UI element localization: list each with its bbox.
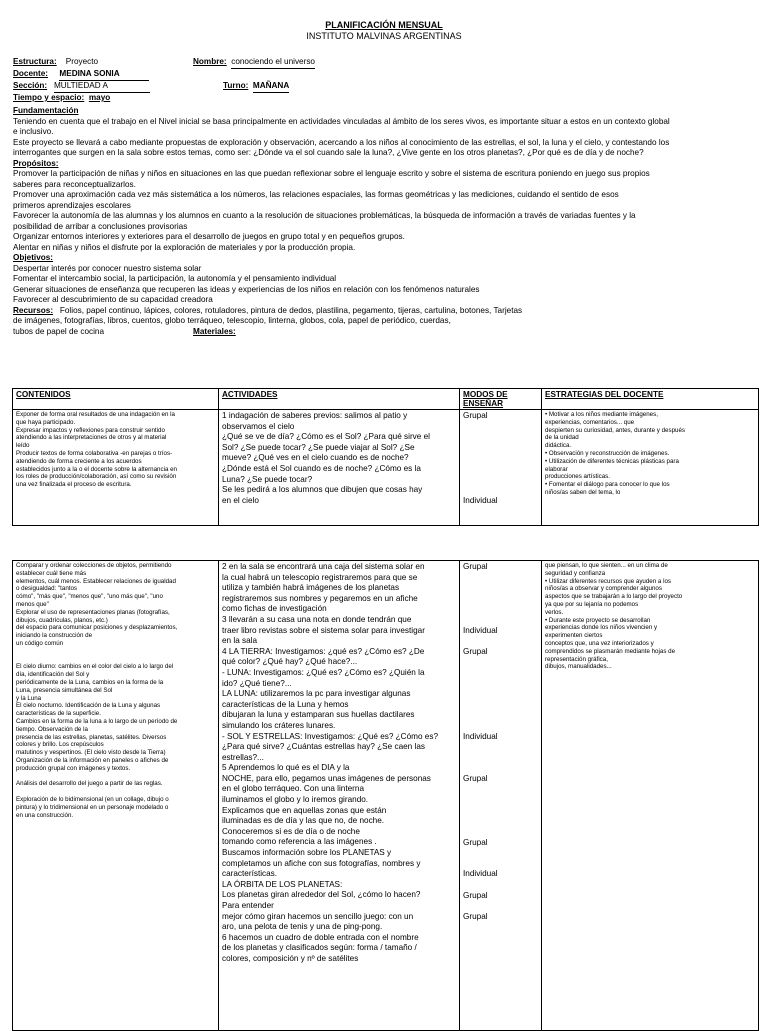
cell-line: utiliza y también habrá imágenes de los planetas [222,583,400,593]
cell-line [16,648,215,656]
cell-line: mejor cómo giran hacemos un sencillo juego: con un [222,911,414,921]
cell-line: Cambios en la forma de la luna a lo largo de un período de [16,717,178,725]
paragraph-line: Este proyecto se llevará a cabo mediante propuestas de exploración y observación, acercando a los niños al conocimiento de las estrellas, el sol, la luna y el cielo, y contestando los [13,137,670,147]
nombre-value: conociendo el universo [231,57,315,69]
tiempo-value: mayo [88,93,111,102]
cell-line: Luna? ¿Se puede tocar? [222,474,313,484]
cell-line: observamos el cielo [222,421,295,431]
materiales-label: Materiales: [193,326,236,336]
cell-line: LA LUNA: utilizaremos la pc para investigar algunas [222,689,411,699]
cell-line: y la Luna [16,694,42,702]
cell-line: ya que por su lejanía no podemos [545,600,639,608]
cell-line: del espacio para comunicar posiciones y desplazamientos, [16,624,178,632]
cell-line: 2 en la sala se encontrará una caja del sistema solar en [222,562,425,571]
recursos-text: tubos de papel de cocina [13,326,105,336]
cell-line: o desigualdad: "tantos [16,585,78,593]
cell-line: de los planetas y clasificados según: forma / tamaño / [222,943,417,953]
institute-name: INSTITUTO MALVINAS ARGENTINAS [306,31,462,41]
cell-line: día, identificación del Sol y [16,671,90,679]
planning-table-1 [12,388,759,526]
cell-line: en la sala [222,636,258,646]
paragraph-line: Favorecer al descubrimiento de su capacidad creadora [13,295,213,304]
cell-line: El cielo diurno: cambios en el color del cielo a lo largo del [16,663,174,671]
cell-line: atendiendo de forma creciente a los acuerdos [16,457,142,465]
cell-line: experiencias, comentarios... que [545,418,635,426]
cell-line: Para entender [222,901,274,910]
modos-cell [460,410,542,526]
estructura-line [13,57,98,68]
cell-line: Los planetas giran alrededor del Sol, ¿cómo lo hacen? [222,890,421,900]
nombre-line [193,57,315,69]
cell-line: características de la superficie. [16,710,101,718]
header-contenidos: CONTENIDOS [13,389,219,410]
paragraph-line: posibilidad de arribar a conclusiones provisorias [13,221,188,231]
cell-line: 4 LA TIERRA: Investigamos: ¿qué es? ¿Cómo es? ¿De [222,646,425,656]
modo-label: Individual [463,731,498,741]
cell-line: Producir textos de forma colaborativa -en parejas o tríos- [16,449,173,457]
cell-line: El cielo nocturno. Identificación de la Luna y algunas [16,702,161,710]
paragraph-line: e inclusivo. [13,127,54,136]
cell-line: • Durante este proyecto se desarrollan [545,616,651,624]
cell-line: Explorar el uso de representaciones planas (fotografías, [16,608,170,616]
cell-line: Análisis del desarrollo del juego a partir de las reglas. [16,780,163,788]
cell-line: • Observación y reconstrucción de imágenes. [545,449,670,457]
seccion-value: MULTIEDAD A [54,81,150,93]
cell-line: representación gráfica, [545,655,608,663]
modos-cell [460,561,542,1031]
cell-line: aspectos que se trabajarán a lo largo del proyecto [545,593,683,601]
modo-label: Grupal [463,890,488,900]
cell-line: la cual habrá un telescopio registraremos para que se [222,572,418,582]
paragraph-line: Despertar interés por conocer nuestro sistema solar [13,263,202,273]
cell-line: iluminadas es de día y las que no, de noche. [222,816,385,826]
cell-line: en el globo terráqueo. Con una linterna [222,784,365,794]
cell-line: colores, composición y nº de satélites [222,953,359,963]
turno-label: Turno: [223,81,249,90]
cell-line: producción grupal con imágenes y textos. [16,764,131,772]
contenidos-cell [13,410,219,526]
cell-line: registraremos sus nombres y pegaremos en un afiche [222,593,418,603]
cell-line: 3 llevarán a su casa una nota en donde tendrán que [222,614,412,624]
cell-line: características. [222,869,278,879]
seccion-label: Sección: [13,81,48,90]
cell-line: periódicamente de la Luna, cambios en la forma de la [16,678,164,686]
cell-line: Buscamos información sobre los PLANETAS y [222,848,392,858]
cell-line: traer libro revistas sobre el sistema solar para investigar [222,625,425,635]
cell-line: establecer cuál tiene más [16,569,87,577]
cell-line: seguridad y confianza [545,569,606,577]
modo-label: Individual [463,495,498,505]
paragraph-line: Alentar en niñas y niños el disfrute por la exploración de materiales y por la producción propia. [13,242,356,252]
paragraph-line: saberes para reconceptualizarlos. [13,179,136,189]
cell-line: 6 hacemos un cuadro de doble entrada con el nombre [222,932,419,942]
docente-line [13,69,149,81]
modo-label: Grupal [463,837,488,847]
cell-line: experimenten ciertos [545,632,603,640]
cell-line: LA ÓRBITA DE LOS PLANETAS: [222,879,343,889]
cell-line: conceptos que, una vez interiorizados y [545,639,654,647]
paragraph-line: Promover una aproximación cada vez más sistemática a los números, las relaciones espaciales, las formas geométricas y las mediciones, cuidando el sentido de esos [13,190,619,199]
cell-line: elementos, cuál menos. Establecer relaciones de igualdad [16,577,176,585]
fundamentacion-section [13,106,751,337]
cell-line: colores y brillo. Los crepúsculos [16,741,104,749]
table-row [13,561,759,1031]
cell-line: despierten su curiosidad, antes, durante y después [545,426,685,434]
planning-table-2 [12,560,759,1031]
header-estrategias: ESTRATEGIAS DEL DOCENTE [542,389,759,410]
cell-line: didáctica. [545,442,572,450]
actividades-cell [219,561,460,1031]
paragraph-line: Promover la participación de niñas y niños en situaciones en las que puedan reflexionar sobre el lenguaje escrito y sobre el sistema de escritura poniendo en juego sus propios [13,169,650,178]
cell-line: que piensan, lo que sienten... en un clima de [545,562,668,569]
cell-line: • Motivar a los niños mediante imágenes, [545,411,658,418]
paragraph-line: Favorecer la autonomía de las alumnas y los alumnos en cuanto a la resolución de situaciones problemáticas, la búsqueda de información a través de variadas fuentes y la [13,211,636,220]
cell-line: experiencias donde los niños vivencien y [545,624,658,632]
cell-line: - SOL Y ESTRELLAS: Investigamos: ¿Qué es? ¿Cómo es? [222,731,439,741]
turno-value: MAÑANA [253,81,289,93]
cell-line: establecidos junto a la o el docente sobre la alternancia en [16,465,177,473]
cell-line: estrellas?... [222,752,264,762]
cell-line: • Utilización de diferentes técnicas plásticas para [545,457,679,465]
modo-label: Grupal [463,911,488,921]
cell-line: dibujos, cuadrículas, planos, etc.) [16,616,108,624]
cell-line: 1 indagación de saberes previos: salimos al patio y [222,411,408,420]
cell-line: pintura) y lo tridimensional en un personaje modelado o [16,803,169,811]
cell-line: • Utilizar diferentes recursos que ayuden a los [545,577,671,585]
cell-line: Se les pedirá a los alumnos que dibujen que cosas hay [222,485,423,495]
cell-line: ¿Qué se ve de día? ¿Cómo es el Sol? ¿Para qué sirve el [222,432,430,442]
cell-line: ¿Dónde está el Sol cuando es de noche? ¿Cómo es la [222,463,421,473]
actividades-cell [219,410,460,526]
cell-line: en una construcción. [16,811,74,819]
cell-line: dibujos, manualidades... [545,663,612,671]
seccion-line [13,81,150,93]
cell-line: niños/as a observar y comprender algunos [545,585,662,593]
cell-line: los roles de producción/colaboración, así como su revisión [16,473,177,481]
estrategias-cell [542,410,759,526]
modo-label: Individual [463,869,498,879]
cell-line: de la unidad [545,434,579,442]
paragraph-line: Teniendo en cuenta que el trabajo en el Nivel inicial se basa principalmente en actividades vinculadas al ámbito de los seres vivos, es importante situar a estos en un contexto global [13,116,670,126]
header-modos: MODOS DE ENSEÑAR [460,389,542,410]
cell-line: niños/as saben del tema, lo [545,488,621,496]
docente-value: MEDINA SONIA [59,69,149,81]
paragraph-line: Generar situaciones de enseñanza que recuperen las ideas y experiencias de los niños en relación con los fenómenos naturales [13,284,480,294]
cell-line: Sol? ¿Se puede tocar? ¿Se puede viajar al Sol? ¿Se [222,442,415,452]
cell-line: en el cielo [222,495,259,505]
header-actividades: ACTIVIDADES [219,389,460,410]
cell-line: atendiendo a las interpretaciones de otros y al material [16,434,167,442]
estrategias-cell [542,561,759,1031]
cell-line: Organización de la información en paneles o afiches de [16,756,169,764]
cell-line: mueve? ¿Qué ves en el cielo cuando es de noche? [222,453,409,463]
cell-line: un código común [16,639,64,647]
cell-line: matutinos y vespertinos. (El cielo visto desde la Tierra) [16,749,166,757]
cell-line: dibujaran la luna y estamparan sus huellas dactilares [222,710,415,720]
cell-line [16,788,215,796]
tiempo-line [13,93,110,104]
cell-line: - LUNA: Investigamos: ¿Qué es? ¿Cómo es? ¿Quién la [222,667,425,677]
cell-line: ¿Para qué sirve? ¿Cuántas estrellas hay? ¿Se caen las [222,742,425,752]
cell-line: una vez finalizada el proceso de escritura. [16,481,132,489]
propositos-heading: Propósitos: [13,158,59,168]
cell-line: verlos. [545,608,564,616]
cell-line [16,773,215,781]
cell-line [16,656,215,664]
recursos-text: Folios, papel continuo, lápices, colores, rotuladores, pintura de dedos, plastilina, pegamento, tijeras, cartulina, botones, Tarjetas [53,305,523,315]
cell-line: elaborar [545,465,568,473]
estructura-value: Proyecto [65,57,99,66]
modo-label: Grupal [463,562,488,571]
cell-line: • Fomentar el diálogo para conocer lo que los [545,481,670,489]
paragraph-line: Fomentar el intercambio social, la participación, la autonomía y el pensamiento individual [13,274,337,283]
cell-line: producciones artísticas. [545,473,610,481]
recursos-heading: Recursos: [13,305,54,315]
cell-line: Expresar impactos y reflexiones para construir sentido [16,426,165,434]
cell-line: leído [16,442,30,450]
cell-line: cómo", "más que", "menos que", "uno más que", "uno [16,593,163,601]
cell-line: iniciando la construcción de [16,632,93,640]
cell-line: NOCHE, para ello, pegamos unas imágenes de personas [222,773,431,783]
cell-line: Conoceremos si es de día o de noche [222,826,360,836]
paragraph-line: de imágenes, fotografías, libros, cuentos, globo terráqueo, telescopio, linterna, globos, cola, papel de periódico, cuerdas, [13,316,451,325]
recursos-line [13,306,751,317]
paragraph-line: primeros aprendizajes escolares [13,200,131,210]
cell-line: simulando los cráteres lunares. [222,720,336,730]
cell-line: iluminamos el globo y lo iremos girando. [222,795,369,805]
fundamentacion-heading: Fundamentación [13,106,79,115]
cell-line: Exponer de forma oral resultados de una indagación en la [16,411,175,418]
cell-line: comprendidos se plasmarán mediante hojas de [545,647,676,655]
modo-label: Individual [463,625,498,635]
cell-line: qué color? ¿Qué hay? ¿Qué hace?... [222,657,358,667]
table-header-row [13,389,759,410]
cell-line: aro, una pelota de tenis y una de ping-pong. [222,922,383,932]
contenidos-cell [13,561,219,1031]
tiempo-label: Tiempo y espacio: [13,93,85,102]
table-row [13,410,759,526]
cell-line: que haya participado. [16,418,76,426]
modo-label: Grupal [463,411,488,420]
cell-line: completamos un afiche con sus fotografías, nombres y [222,858,421,868]
cell-line: tiempo. Observación de la [16,725,88,733]
recursos-last-line [13,327,751,338]
cell-line: tomando como referencia a las imágenes . [222,837,377,847]
cell-line: ido? ¿Qué tiene?... [222,678,292,688]
objetivos-heading: Objetivos: [13,253,54,262]
cell-line: Exploración de lo bidimensional (en un collage, dibujo o [16,795,169,803]
modo-label: Grupal [463,774,488,783]
cell-line: como fichas de investigación [222,604,327,614]
cell-line: características de la Luna y hemos [222,699,349,709]
paragraph-line: Organizar entornos interiores y exteriores para el desarrollo de juegos en grupo total y en pequeños grupos. [13,232,405,241]
cell-line: presencia de las estrellas, planetas, satélites. Diversos [16,733,167,741]
cell-line: Comparar y ordenar colecciones de objetos, permitiendo [16,562,172,569]
estructura-label: Estructura: [13,57,57,66]
paragraph-line: interrogantes que surgen en la sala sobre estos temas, como ser: ¿Dónde va el sol cuando sale la luna?, ¿Vive gente en los otros planetas?, ¿Por qué es de día y de noche? [13,148,644,157]
nombre-label: Nombre: [193,57,227,66]
cell-line: Explicamos que en aquellas zonas que están [222,805,387,815]
turno-line [223,81,289,93]
cell-line: menos que" [16,600,49,608]
modo-label: Grupal [463,646,488,656]
cell-line: Luna, presencia simultánea del Sol [16,686,113,694]
cell-line: 5 Aprendemos lo qué es el DIA y la [222,763,350,773]
docente-label: Docente: [13,69,49,78]
document-title: PLANIFICACIÓN MENSUAL [325,20,443,30]
